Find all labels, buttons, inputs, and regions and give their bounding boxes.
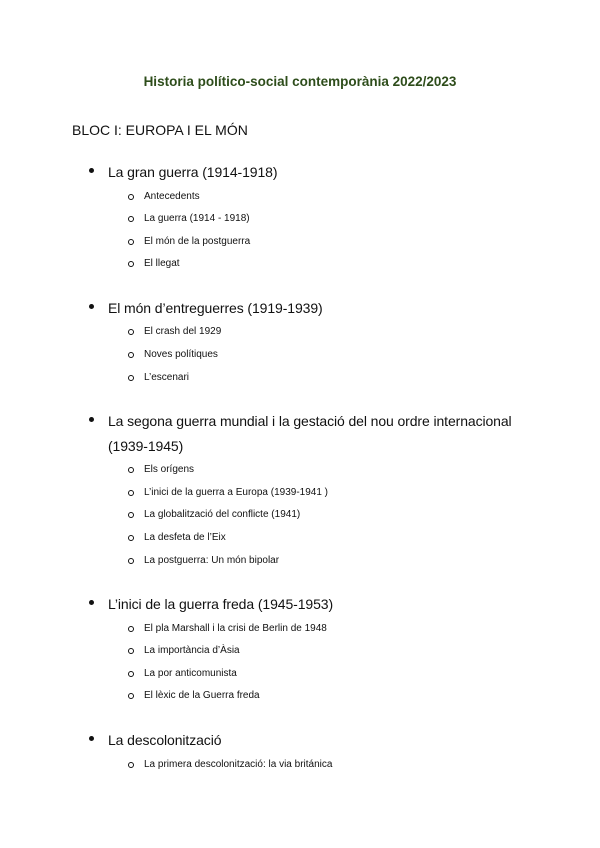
section-title: El món d’entreguerres (1919-1939) bbox=[108, 299, 323, 316]
hollow-bullet-icon bbox=[128, 194, 134, 200]
subtopic-item bbox=[128, 754, 536, 777]
section-title: La segona guerra mundial i la gestació del nou ordre internacional (1939-1945) bbox=[108, 413, 512, 454]
hollow-bullet-icon bbox=[128, 671, 134, 677]
hollow-bullet-icon bbox=[128, 626, 134, 632]
filled-bullet-icon bbox=[89, 736, 94, 741]
section-item bbox=[86, 728, 536, 776]
bloc-heading: BLOC I: EUROPA I EL MÓN bbox=[72, 122, 248, 138]
section-list bbox=[86, 160, 536, 796]
subtopic-item bbox=[128, 663, 536, 686]
subtopic-list bbox=[108, 186, 536, 276]
subtopic-label: Noves polítiques bbox=[144, 348, 218, 360]
subtopic-item bbox=[128, 367, 536, 390]
document-title: Historia político-social contemporània 2022/2023 bbox=[143, 74, 457, 89]
subtopic-label: El crash del 1929 bbox=[144, 326, 222, 338]
section-item bbox=[86, 296, 536, 389]
subtopic-item bbox=[128, 208, 536, 231]
subtopic-label: La desfeta de l’Eix bbox=[144, 531, 226, 543]
hollow-bullet-icon bbox=[128, 375, 134, 381]
subtopic-item bbox=[128, 253, 536, 276]
subtopic-item bbox=[128, 550, 536, 573]
subtopic-label: La por anticomunista bbox=[144, 667, 237, 679]
subtopic-item bbox=[128, 344, 536, 367]
subtopic-item bbox=[128, 618, 536, 641]
section-item bbox=[86, 160, 536, 276]
section-title: La descolonització bbox=[108, 732, 222, 748]
hollow-bullet-icon bbox=[128, 239, 134, 245]
subtopic-item bbox=[128, 321, 536, 344]
subtopic-label: La guerra (1914 - 1918) bbox=[144, 213, 250, 225]
hollow-bullet-icon bbox=[128, 693, 134, 699]
subtopic-item bbox=[128, 231, 536, 254]
subtopic-item bbox=[128, 685, 536, 708]
filled-bullet-icon bbox=[89, 600, 94, 605]
subtopic-label: El lèxic de la Guerra freda bbox=[144, 690, 260, 702]
subtopic-item bbox=[128, 482, 536, 505]
hollow-bullet-icon bbox=[128, 352, 134, 358]
subtopic-label: El pla Marshall i la crisi de Berlin de 1948 bbox=[144, 622, 327, 634]
subtopic-list bbox=[108, 618, 536, 708]
subtopic-label: Antecedents bbox=[144, 190, 200, 202]
subtopic-label: L’escenari bbox=[144, 371, 190, 383]
filled-bullet-icon bbox=[89, 417, 94, 422]
subtopic-label: El llegat bbox=[144, 258, 180, 270]
section-title: L’inici de la guerra freda (1945-1953) bbox=[108, 596, 334, 613]
section-item bbox=[86, 409, 536, 572]
hollow-bullet-icon bbox=[128, 329, 134, 335]
subtopic-item bbox=[128, 527, 536, 550]
subtopic-label: La postguerra: Un món bipolar bbox=[144, 554, 280, 566]
subtopic-list bbox=[108, 754, 536, 777]
hollow-bullet-icon bbox=[128, 512, 134, 518]
subtopic-item bbox=[128, 186, 536, 209]
subtopic-item bbox=[128, 640, 536, 663]
subtopic-list bbox=[108, 321, 536, 389]
hollow-bullet-icon bbox=[128, 648, 134, 654]
section-item bbox=[86, 592, 536, 708]
hollow-bullet-icon bbox=[128, 490, 134, 496]
hollow-bullet-icon bbox=[128, 216, 134, 222]
hollow-bullet-icon bbox=[128, 558, 134, 564]
subtopic-label: El món de la postguerra bbox=[144, 235, 251, 247]
subtopic-label: La importància d’Àsia bbox=[144, 645, 240, 657]
subtopic-label: L’inici de la guerra a Europa (1939-1941 ) bbox=[144, 486, 329, 498]
subtopic-list bbox=[108, 459, 536, 572]
hollow-bullet-icon bbox=[128, 535, 134, 541]
hollow-bullet-icon bbox=[128, 762, 134, 768]
subtopic-label: La primera descolonització: la via británica bbox=[144, 758, 333, 770]
subtopic-label: Els orígens bbox=[144, 464, 195, 476]
hollow-bullet-icon bbox=[128, 467, 134, 473]
subtopic-label: La globalització del conflicte (1941) bbox=[144, 509, 301, 521]
subtopic-item bbox=[128, 504, 536, 527]
subtopic-item bbox=[128, 459, 536, 482]
filled-bullet-icon bbox=[89, 168, 94, 173]
filled-bullet-icon bbox=[89, 304, 94, 309]
section-title: La gran guerra (1914-1918) bbox=[108, 164, 278, 180]
hollow-bullet-icon bbox=[128, 261, 134, 267]
